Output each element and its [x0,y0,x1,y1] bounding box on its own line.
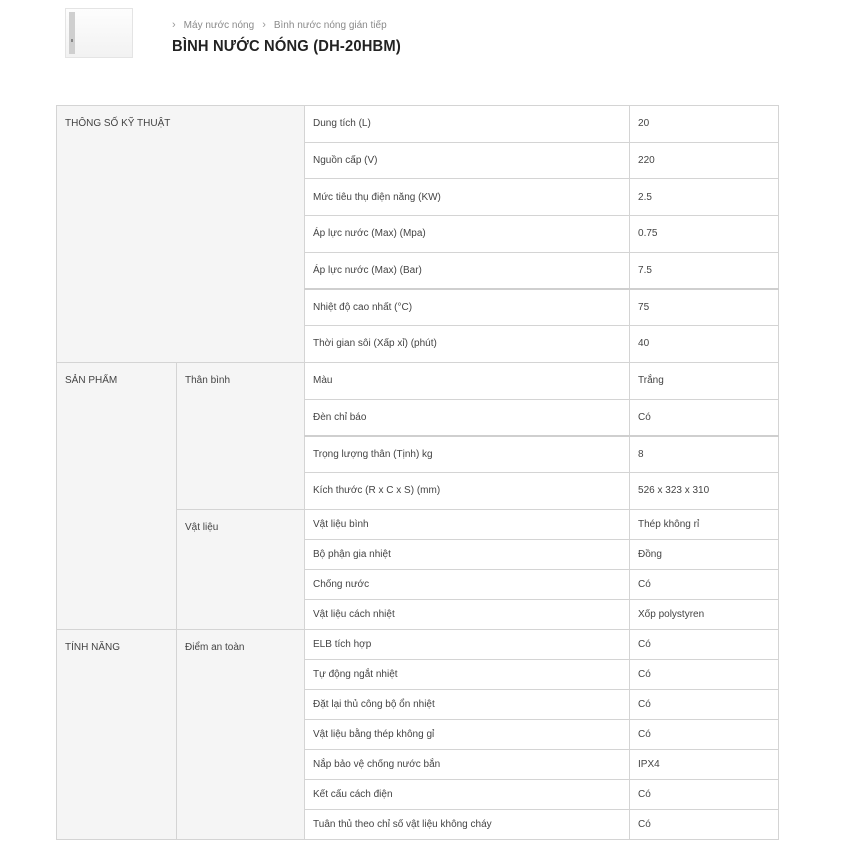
spec-value: Có [630,689,779,719]
spec-name: Vật liệu bằng thép không gỉ [305,719,630,749]
spec-value: Có [630,659,779,689]
spec-name: Dung tích (L) [305,106,630,143]
spec-value: Có [630,569,779,599]
subsection-label-safety: Điểm an toàn [177,629,305,839]
spec-table [56,105,779,840]
spec-name: Vật liệu cách nhiệt [305,599,630,629]
section-label-tech: THÔNG SỐ KỸ THUẬT [57,106,305,363]
spec-name: Đặt lại thủ công bộ ổn nhiệt [305,689,630,719]
subsection-label-body: Thân bình [177,362,305,509]
spec-value: 7.5 [630,252,779,289]
spec-name: Màu [305,362,630,399]
spec-name: Chống nước [305,569,630,599]
spec-name: Nắp bảo vệ chống nước bắn [305,749,630,779]
spec-name: Vật liệu bình [305,509,630,539]
spec-name: Kết cấu cách điện [305,779,630,809]
spec-value: 0.75 [630,216,779,253]
spec-value: Có [630,719,779,749]
spec-value: 526 x 323 x 310 [630,472,779,509]
spec-value: 8 [630,436,779,473]
product-thumbnail-panel [69,12,75,54]
chevron-right-icon: › [172,19,176,31]
spec-name: ELB tích hợp [305,629,630,659]
spec-value: Thép không rỉ [630,509,779,539]
spec-name: Kích thước (R x C x S) (mm) [305,472,630,509]
product-thumbnail[interactable] [65,8,133,58]
spec-name: Áp lực nước (Max) (Mpa) [305,216,630,253]
spec-name: Nhiệt độ cao nhất (°C) [305,289,630,326]
page-title: BÌNH NƯỚC NÓNG (DH-20HBM) [172,38,401,55]
table-row [57,106,779,143]
spec-value: Có [630,809,779,839]
spec-value: Đồng [630,539,779,569]
table-row [57,362,779,399]
spec-name: Tuân thủ theo chỉ số vật liệu không cháy [305,809,630,839]
spec-name: Áp lực nước (Max) (Bar) [305,252,630,289]
spec-name: Tự động ngắt nhiệt [305,659,630,689]
subsection-label-material: Vật liệu [177,509,305,629]
section-label-product: SẢN PHẨM [57,362,177,629]
spec-value: Xốp polystyren [630,599,779,629]
chevron-right-icon: › [262,19,266,31]
product-thumbnail-indicator [71,39,73,42]
spec-value: 2.5 [630,179,779,216]
spec-name: Thời gian sôi (Xấp xỉ) (phút) [305,326,630,363]
spec-name: Nguồn cấp (V) [305,142,630,179]
spec-value: 75 [630,289,779,326]
spec-name: Đèn chỉ báo [305,399,630,436]
spec-value: Trắng [630,362,779,399]
table-row [57,629,779,659]
spec-name: Mức tiêu thụ điện năng (KW) [305,179,630,216]
spec-value: 220 [630,142,779,179]
section-label-features: TÍNH NĂNG [57,629,177,839]
spec-value: Có [630,779,779,809]
spec-value: 20 [630,106,779,143]
breadcrumb-item-indirect-heater[interactable]: Bình nước nóng gián tiếp [273,19,387,31]
spec-value: Có [630,629,779,659]
spec-value: IPX4 [630,749,779,779]
breadcrumb-item-water-heater[interactable]: Máy nước nóng [183,19,255,31]
spec-value: Có [630,399,779,436]
breadcrumb [172,18,395,32]
spec-name: Bộ phận gia nhiệt [305,539,630,569]
spec-name: Trọng lượng thân (Tịnh) kg [305,436,630,473]
spec-value: 40 [630,326,779,363]
